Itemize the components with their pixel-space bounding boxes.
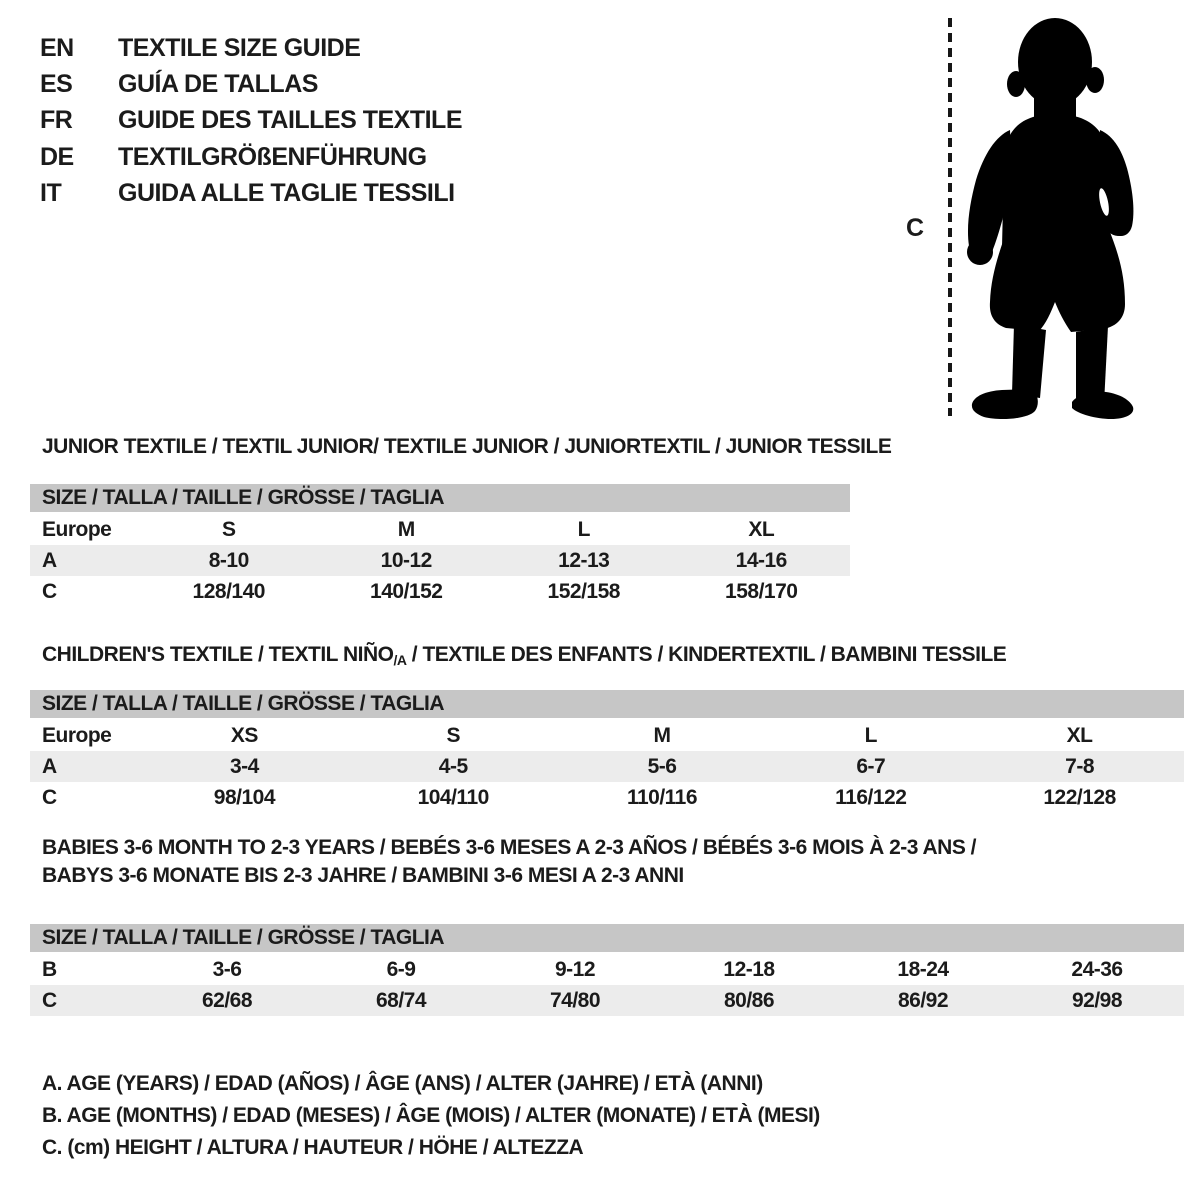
height-cell: 122/128: [1043, 785, 1116, 809]
legend-line-a: A. AGE (YEARS) / EDAD (AÑOS) / ÂGE (ANS) / ALTER (JAHRE) / ETÀ (ANNI): [42, 1072, 763, 1095]
legend-line-b: B. AGE (MONTHS) / EDAD (MESES) / ÂGE (MOIS) / ALTER (MONATE) / ETÀ (MESI): [42, 1104, 820, 1127]
legend: [42, 1068, 820, 1164]
children-size-table: [30, 690, 1184, 813]
age-cell: 24-36: [1071, 957, 1123, 981]
junior-size-header-bar: [30, 484, 850, 512]
row-label: A: [42, 548, 57, 572]
size-cell: XS: [230, 723, 258, 747]
baby-hand-left: [967, 239, 993, 265]
table-row: [30, 545, 850, 576]
height-cell: 80/86: [723, 988, 775, 1012]
age-cell: 7-8: [1065, 754, 1095, 778]
row-label: Europe: [42, 517, 112, 541]
age-cell: 12-13: [558, 548, 610, 572]
baby-silhouette-image: [958, 12, 1153, 424]
language-code-en: EN: [40, 33, 74, 62]
language-title-de: TEXTILGRÖßENFÜHRUNG: [118, 142, 427, 171]
size-cell: XL: [1066, 723, 1093, 747]
size-cell: XL: [748, 517, 775, 541]
table-row: [30, 751, 1184, 782]
row-label: C: [42, 579, 57, 603]
age-cell: 8-10: [208, 548, 249, 572]
table-row: [30, 954, 1184, 985]
babies-size-table: [30, 924, 1184, 1016]
age-cell: 12-18: [723, 957, 775, 981]
baby-foot-left: [972, 389, 1038, 419]
age-cell: 6-7: [856, 754, 886, 778]
height-cell: 152/158: [547, 579, 620, 603]
age-cell: 18-24: [897, 957, 949, 981]
language-row-en: [40, 30, 462, 66]
language-code-it: IT: [40, 179, 62, 208]
table-row: [30, 720, 1184, 751]
language-list: [40, 30, 462, 212]
size-cell: S: [446, 723, 460, 747]
language-code-es: ES: [40, 70, 73, 99]
language-title-es: GUÍA DE TALLAS: [118, 70, 318, 99]
baby-foot-right: [1072, 391, 1133, 419]
size-cell: M: [653, 723, 671, 747]
row-label: C: [42, 988, 57, 1012]
size-cell: L: [577, 517, 590, 541]
age-cell: 10-12: [380, 548, 432, 572]
height-cell: 92/98: [1071, 988, 1123, 1012]
age-cell: 6-9: [386, 957, 416, 981]
language-row-es: [40, 66, 462, 102]
age-cell: 14-16: [735, 548, 787, 572]
height-cell: 74/80: [549, 988, 601, 1012]
row-label: Europe: [42, 723, 112, 747]
children-title-pre: CHILDREN'S TEXTILE / TEXTIL NIÑO: [42, 643, 394, 666]
height-cell: 128/140: [192, 579, 265, 603]
height-cell: 140/152: [370, 579, 443, 603]
height-cell: 104/110: [417, 785, 489, 809]
baby-leg-left: [1012, 324, 1046, 398]
height-measure-dashed-line: [948, 18, 952, 416]
junior-size-table: [30, 484, 850, 607]
language-row-it: [40, 176, 462, 212]
height-cell: 116/122: [835, 785, 907, 809]
baby-shorts: [990, 227, 1125, 332]
size-cell: M: [397, 517, 415, 541]
children-title-subscript: /A: [393, 652, 407, 668]
table-row: [30, 985, 1184, 1016]
children-size-header-bar: [30, 690, 1184, 718]
babies-title-line-1: BABIES 3-6 MONTH TO 2-3 YEARS / BEBÉS 3-6 MESES A 2-3 AÑOS / BÉBÉS 3-6 MOIS À 2-3 ANS /: [42, 836, 977, 859]
children-title-post: / TEXTILE DES ENFANTS / KINDERTEXTIL / BAMBINI TESSILE: [406, 643, 1007, 666]
legend-line-c: C. (cm) HEIGHT / ALTURA / HAUTEUR / HÖHE / ALTEZZA: [42, 1136, 584, 1159]
children-size-header-label: SIZE / TALLA / TAILLE / GRÖSSE / TAGLIA: [42, 692, 445, 715]
language-code-fr: FR: [40, 106, 73, 135]
height-cell: 158/170: [725, 579, 798, 603]
measure-label-c: C: [906, 214, 925, 242]
height-cell: 62/68: [201, 988, 253, 1012]
age-cell: 4-5: [438, 754, 468, 778]
language-title-it: GUIDA ALLE TAGLIE TESSILI: [118, 179, 455, 208]
language-title-en: TEXTILE SIZE GUIDE: [118, 33, 361, 62]
age-cell: 9-12: [554, 957, 596, 981]
table-row: [30, 782, 1184, 813]
junior-size-header-label: SIZE / TALLA / TAILLE / GRÖSSE / TAGLIA: [42, 486, 445, 509]
height-cell: 98/104: [213, 785, 276, 809]
table-row: [30, 576, 850, 607]
babies-section-title: [42, 834, 976, 890]
age-cell: 5-6: [647, 754, 677, 778]
age-cell: 3-4: [229, 754, 259, 778]
language-code-de: DE: [40, 142, 74, 171]
language-row-fr: [40, 103, 462, 139]
row-label: B: [42, 957, 57, 981]
age-cell: 3-6: [212, 957, 242, 981]
table-row: [30, 514, 850, 545]
children-section-title: [42, 643, 1006, 668]
junior-section-title: JUNIOR TEXTILE / TEXTIL JUNIOR/ TEXTILE JUNIOR / JUNIORTEXTIL / JUNIOR TESSILE: [42, 435, 892, 458]
height-cell: 110/116: [626, 785, 698, 809]
babies-size-header-bar: [30, 924, 1184, 952]
size-cell: L: [864, 723, 877, 747]
size-cell: S: [221, 517, 236, 541]
row-label: A: [42, 754, 57, 778]
height-cell: 68/74: [375, 988, 427, 1012]
height-cell: 86/92: [897, 988, 949, 1012]
row-label: C: [42, 785, 57, 809]
babies-title-line-2: BABYS 3-6 MONATE BIS 2-3 JAHRE / BAMBINI 3-6 MESI A 2-3 ANNI: [42, 864, 684, 887]
baby-ear-right: [1086, 67, 1104, 93]
language-row-de: [40, 139, 462, 175]
baby-ear-left: [1007, 71, 1025, 97]
language-title-fr: GUIDE DES TAILLES TEXTILE: [118, 106, 463, 135]
babies-size-header-label: SIZE / TALLA / TAILLE / GRÖSSE / TAGLIA: [42, 926, 445, 949]
